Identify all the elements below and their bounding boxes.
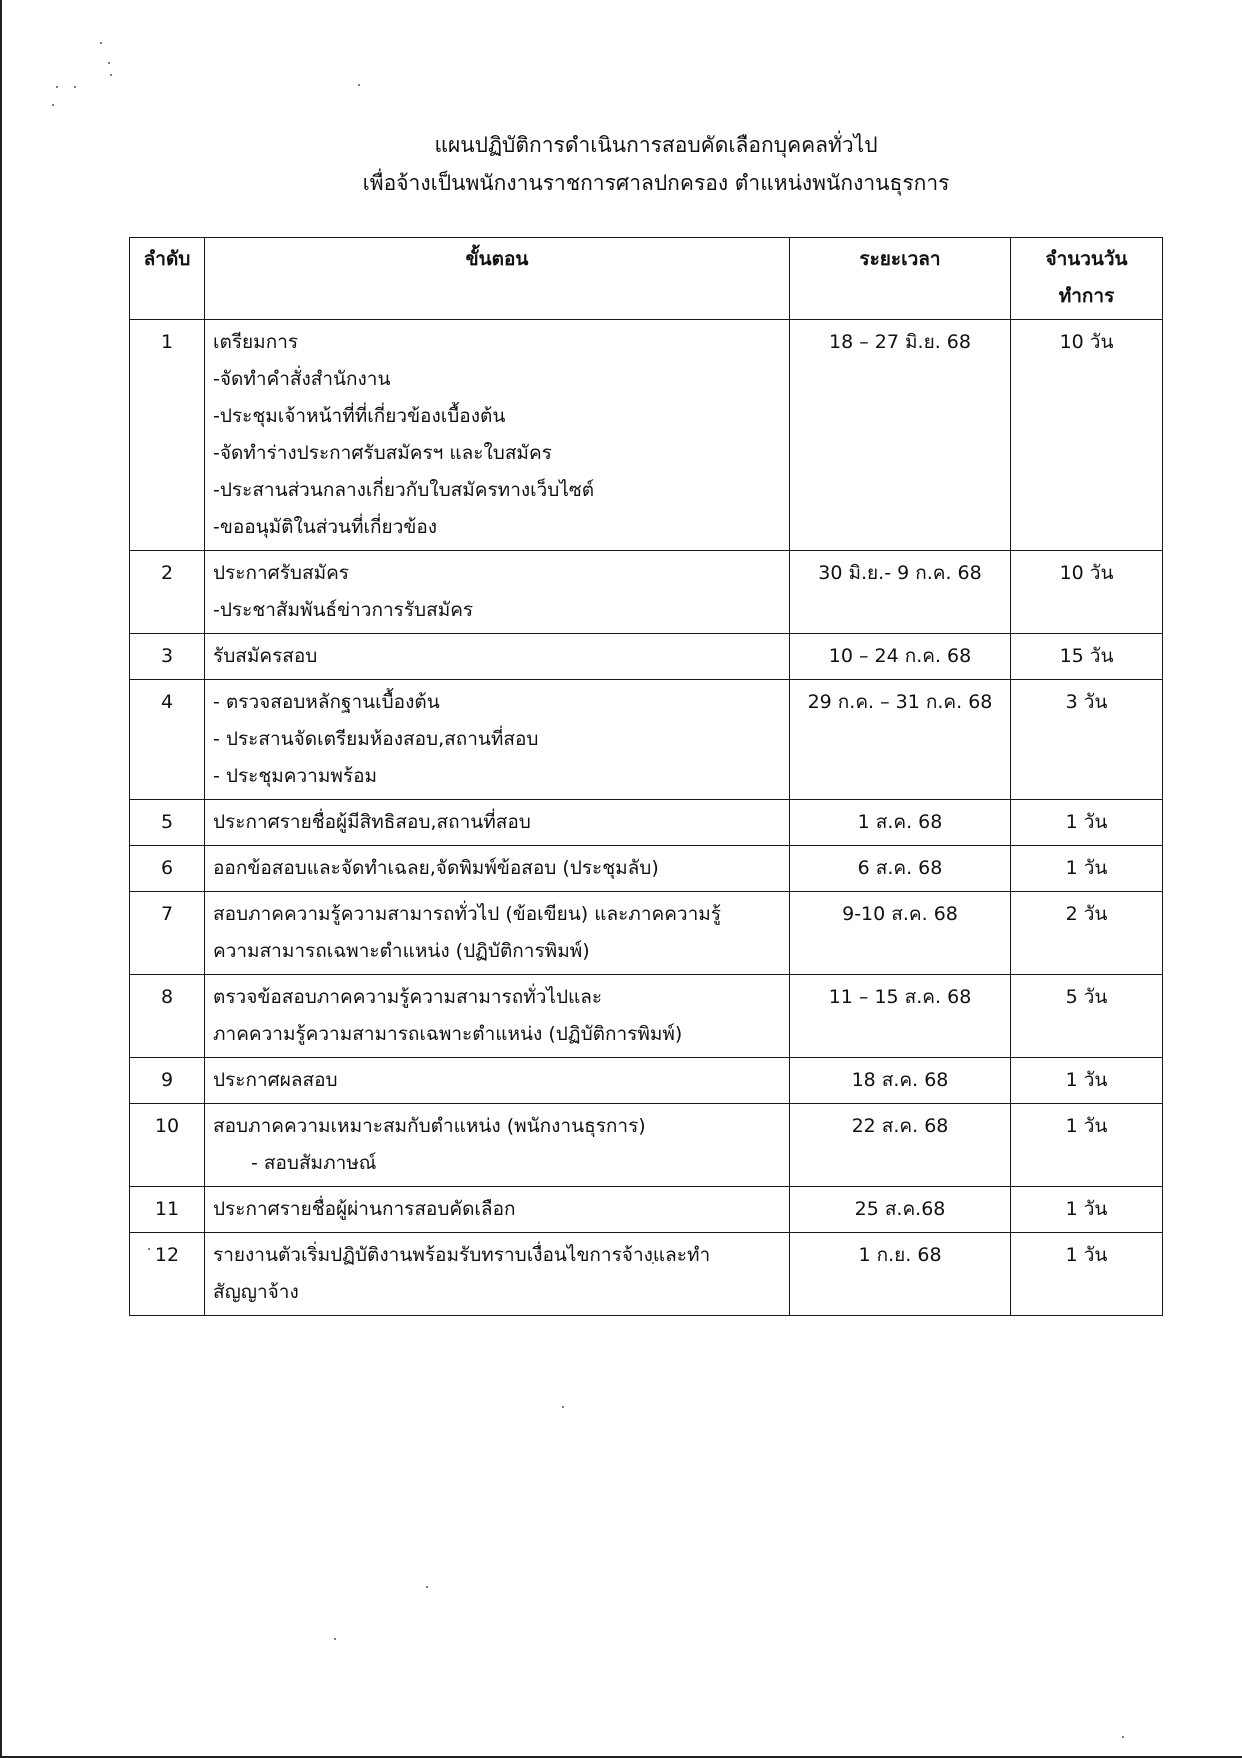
row-step — [205, 320, 790, 551]
row-period: 25 ส.ค.68 — [790, 1187, 1011, 1233]
row-order: 1 — [130, 320, 205, 551]
step-line: รับสมัครสอบ — [213, 645, 318, 667]
row-order: 12 — [130, 1233, 205, 1316]
scan-speck — [100, 42, 102, 44]
step-line: -ประชุมเจ้าหน้าที่ที่เกี่ยวข้องเบื้องต้น — [213, 405, 506, 427]
title-line-2: เพื่อจ้างเป็นพนักงานราชการศาลปกครอง ตำแหน่งพนักงานธุรการ — [362, 171, 950, 195]
row-order: 6 — [130, 846, 205, 892]
step-line: - ตรวจสอบหลักฐานเบื้องต้น — [213, 691, 440, 713]
step-line: สอบภาคความเหมาะสมกับตำแหน่ง (พนักงานธุรการ) — [213, 1115, 646, 1137]
scan-speck — [1122, 1736, 1124, 1738]
row-period: 1 ก.ย. 68 — [790, 1233, 1011, 1316]
row-step — [205, 680, 790, 800]
table-row — [130, 975, 1163, 1058]
row-days: 3 วัน — [1011, 680, 1163, 800]
step-line: -จัดทำคำสั่งสำนักงาน — [213, 368, 391, 390]
document-title — [0, 126, 1242, 202]
row-period: 6 ส.ค. 68 — [790, 846, 1011, 892]
row-step — [205, 1058, 790, 1104]
header-days-line-2: ทำการ — [1058, 285, 1115, 307]
table-row — [130, 1104, 1163, 1187]
step-line: -ประสานส่วนกลางเกี่ยวกับใบสมัครทางเว็บไซต์ — [213, 479, 595, 501]
row-order: 9 — [130, 1058, 205, 1104]
scan-speck — [74, 86, 76, 88]
header-days-line-1: จำนวนวัน — [1045, 248, 1128, 270]
step-line: -จัดทำร่างประกาศรับสมัครฯ และใบสมัคร — [213, 442, 552, 464]
scan-speck — [334, 1638, 336, 1640]
row-order: 8 — [130, 975, 205, 1058]
schedule-body — [130, 320, 1163, 1316]
schedule-table — [129, 237, 1163, 1316]
row-order: 3 — [130, 634, 205, 680]
step-line: สัญญาจ้าง — [213, 1281, 299, 1303]
row-step — [205, 892, 790, 975]
step-line: ประกาศรายชื่อผู้ผ่านการสอบคัดเลือก — [213, 1198, 516, 1220]
row-order: 2 — [130, 551, 205, 634]
row-period: 18 – 27 มิ.ย. 68 — [790, 320, 1011, 551]
scan-speck — [56, 86, 58, 88]
row-step — [205, 975, 790, 1058]
row-days: 2 วัน — [1011, 892, 1163, 975]
table-row — [130, 1187, 1163, 1233]
step-line: ออกข้อสอบและจัดทำเฉลย,จัดพิมพ์ข้อสอบ (ประชุมลับ) — [213, 857, 659, 879]
row-days: 15 วัน — [1011, 634, 1163, 680]
step-line: -ประชาสัมพันธ์ข่าวการรับสมัคร — [213, 599, 474, 621]
row-days: 1 วัน — [1011, 1104, 1163, 1187]
row-order: 7 — [130, 892, 205, 975]
table-row — [130, 892, 1163, 975]
step-line: -ขออนุมัติในส่วนที่เกี่ยวข้อง — [213, 516, 438, 538]
row-period: 11 – 15 ส.ค. 68 — [790, 975, 1011, 1058]
row-days: 1 วัน — [1011, 1187, 1163, 1233]
table-row — [130, 680, 1163, 800]
title-line-1: แผนปฏิบัติการดำเนินการสอบคัดเลือกบุคคลทั่วไป — [434, 133, 878, 157]
scan-speck — [426, 1586, 428, 1588]
row-step — [205, 800, 790, 846]
row-days: 1 วัน — [1011, 1058, 1163, 1104]
step-line: ประกาศรายชื่อผู้มีสิทธิสอบ,สถานที่สอบ — [213, 811, 531, 833]
step-line: ตรวจข้อสอบภาคความรู้ความสามารถทั่วไปและ — [213, 986, 603, 1008]
row-period: 1 ส.ค. 68 — [790, 800, 1011, 846]
row-order: 5 — [130, 800, 205, 846]
step-line: - สอบสัมภาษณ์ — [251, 1152, 377, 1174]
table-row — [130, 1058, 1163, 1104]
scan-speck — [108, 62, 110, 64]
step-line: ประกาศรับสมัคร — [213, 562, 350, 584]
scan-speck — [52, 104, 54, 106]
row-days: 5 วัน — [1011, 975, 1163, 1058]
table-row — [130, 551, 1163, 634]
step-line: - ประสานจัดเตรียมห้องสอบ,สถานที่สอบ — [213, 728, 539, 750]
row-step — [205, 1233, 790, 1316]
row-days: 1 วัน — [1011, 1233, 1163, 1316]
row-order: 10 — [130, 1104, 205, 1187]
row-days: 1 วัน — [1011, 846, 1163, 892]
step-line: ภาคความรู้ความสามารถเฉพาะตำแหน่ง (ปฏิบัติการพิมพ์) — [213, 1023, 683, 1045]
table-row — [130, 320, 1163, 551]
step-line: ความสามารถเฉพาะตำแหน่ง (ปฏิบัติการพิมพ์) — [213, 940, 590, 962]
row-period: 10 – 24 ก.ค. 68 — [790, 634, 1011, 680]
row-step — [205, 846, 790, 892]
page-edge-left — [0, 0, 2, 1758]
table-row — [130, 800, 1163, 846]
header-period: ระยะเวลา — [790, 238, 1011, 320]
scan-speck — [110, 74, 112, 76]
row-step — [205, 551, 790, 634]
row-step — [205, 634, 790, 680]
scan-speck — [358, 84, 360, 86]
row-order: 4 — [130, 680, 205, 800]
header-step: ขั้นตอน — [205, 238, 790, 320]
table-row — [130, 846, 1163, 892]
row-days: 1 วัน — [1011, 800, 1163, 846]
step-line: เตรียมการ — [213, 331, 299, 353]
row-period: 29 ก.ค. – 31 ก.ค. 68 — [790, 680, 1011, 800]
header-order: ลำดับ — [130, 238, 205, 320]
row-days: 10 วัน — [1011, 320, 1163, 551]
row-order: 11 — [130, 1187, 205, 1233]
step-line: รายงานตัวเริ่มปฏิบัติงานพร้อมรับทราบเงื่อนไขการจ้างและทำ — [213, 1244, 711, 1266]
row-period: 18 ส.ค. 68 — [790, 1058, 1011, 1104]
step-line: ประกาศผลสอบ — [213, 1069, 338, 1091]
row-step — [205, 1104, 790, 1187]
row-period: 30 มิ.ย.- 9 ก.ค. 68 — [790, 551, 1011, 634]
row-period: 22 ส.ค. 68 — [790, 1104, 1011, 1187]
table-row — [130, 1233, 1163, 1316]
scan-speck — [562, 1406, 564, 1408]
table-header-row — [130, 238, 1163, 320]
step-line: สอบภาคความรู้ความสามารถทั่วไป (ข้อเขียน) และภาคความรู้ — [213, 903, 721, 925]
row-step — [205, 1187, 790, 1233]
step-line: - ประชุมความพร้อม — [213, 765, 378, 787]
header-days — [1011, 238, 1163, 320]
row-days: 10 วัน — [1011, 551, 1163, 634]
row-period: 9-10 ส.ค. 68 — [790, 892, 1011, 975]
table-row — [130, 634, 1163, 680]
